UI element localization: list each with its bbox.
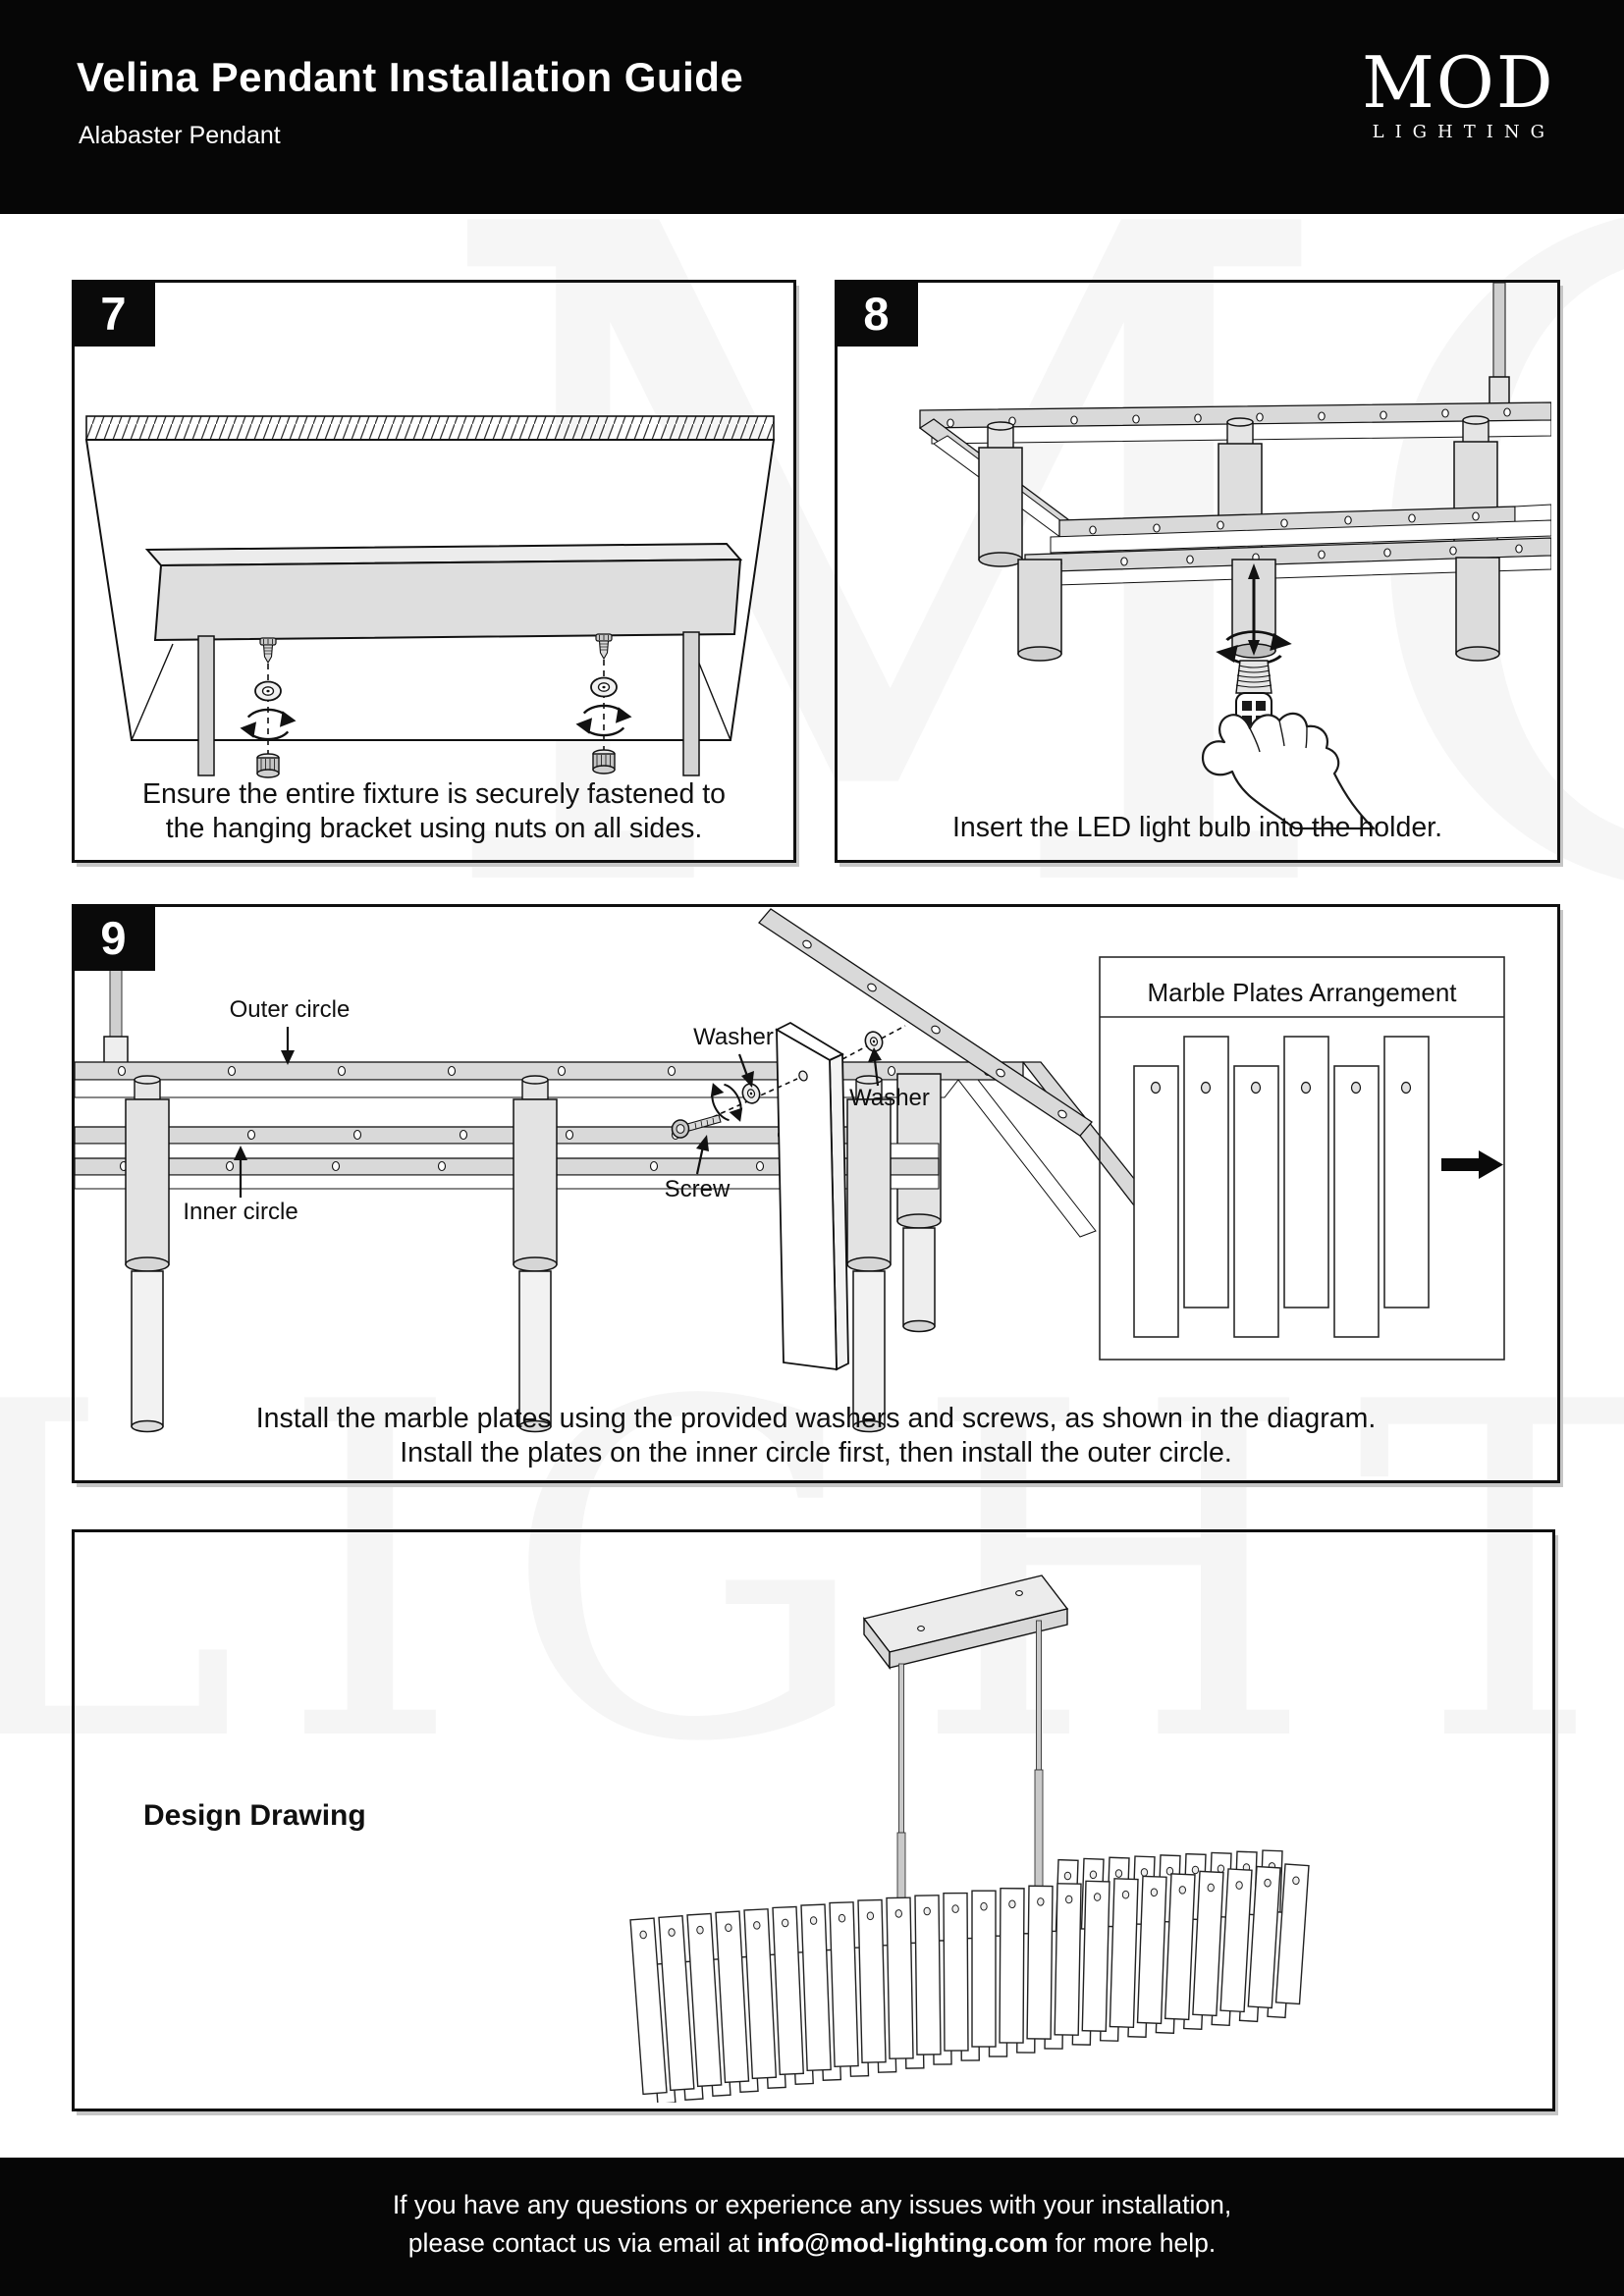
brand-logo-mod: MOD bbox=[1362, 41, 1555, 124]
step7-number-badge: 7 bbox=[72, 280, 155, 347]
design-drawing-panel bbox=[72, 1529, 1555, 2111]
svg-text:Inner circle: Inner circle bbox=[183, 1199, 298, 1225]
marble-plate-slats bbox=[1134, 1037, 1429, 1337]
header-bar bbox=[0, 0, 1624, 214]
step7-illustration bbox=[75, 283, 787, 854]
outer-circle-label bbox=[230, 996, 351, 1065]
footer-line2-prefix: please contact us via email at bbox=[407, 2228, 757, 2258]
step8-caption bbox=[838, 811, 1557, 845]
svg-text:Washer: Washer bbox=[693, 1024, 774, 1050]
design-drawing-label: Design Drawing bbox=[143, 1799, 366, 1832]
hanging-bracket bbox=[147, 544, 740, 640]
step9-caption-line1: Install the marble plates using the provided washers and screws, as shown in the diagram. bbox=[255, 1403, 1377, 1434]
suspension-rod bbox=[1489, 283, 1509, 406]
footer-line2 bbox=[0, 2224, 1624, 2263]
step9-caption-line2: Install the plates on the inner circle first, then install the outer circle. bbox=[400, 1437, 1232, 1468]
svg-text:Marble Plates Arrangement: Marble Plates Arrangement bbox=[1147, 978, 1457, 1007]
footer-email: info@mod-lighting.com bbox=[756, 2228, 1049, 2258]
brand-logo bbox=[1362, 41, 1555, 143]
step7-caption bbox=[75, 777, 793, 846]
step8-illustration bbox=[838, 283, 1551, 854]
svg-text:Outer circle: Outer circle bbox=[229, 996, 351, 1023]
suspension-rod-left bbox=[198, 636, 214, 775]
brand-logo-lighting: LIGHTING bbox=[1372, 122, 1555, 143]
step8-number-badge: 8 bbox=[835, 280, 918, 347]
pendant-slat-body bbox=[630, 1850, 1309, 2103]
footer-bar bbox=[0, 2158, 1624, 2296]
page-subtitle: Alabaster Pendant bbox=[79, 122, 281, 149]
svg-text:Washer: Washer bbox=[849, 1085, 930, 1111]
step9-number-badge: 9 bbox=[72, 904, 155, 971]
step8-caption-line1: Insert the LED light bulb into the holder. bbox=[951, 812, 1443, 843]
footer-line2-suffix: for more help. bbox=[1048, 2228, 1217, 2258]
step9-caption bbox=[75, 1402, 1557, 1470]
svg-text:Screw: Screw bbox=[664, 1176, 731, 1202]
arrangement-box bbox=[1100, 957, 1504, 1360]
step7-panel bbox=[72, 280, 796, 863]
arrangement-arrow-icon bbox=[1441, 1150, 1503, 1179]
step9-illustration bbox=[75, 907, 1551, 1474]
frame-diagram bbox=[75, 968, 1166, 1432]
step7-caption-line2: the hanging bracket using nuts on all sides. bbox=[165, 813, 703, 844]
page-title: Velina Pendant Installation Guide bbox=[77, 54, 744, 100]
ceiling-hatch bbox=[86, 416, 774, 440]
marble-plate bbox=[777, 1023, 848, 1369]
step7-caption-line1: Ensure the entire fixture is securely fastened to bbox=[141, 778, 727, 810]
suspension-rod-right bbox=[683, 632, 699, 775]
step8-panel bbox=[835, 280, 1560, 863]
footer-line1: If you have any questions or experience any issues with your installation, bbox=[392, 2190, 1232, 2219]
step9-panel bbox=[72, 904, 1560, 1483]
